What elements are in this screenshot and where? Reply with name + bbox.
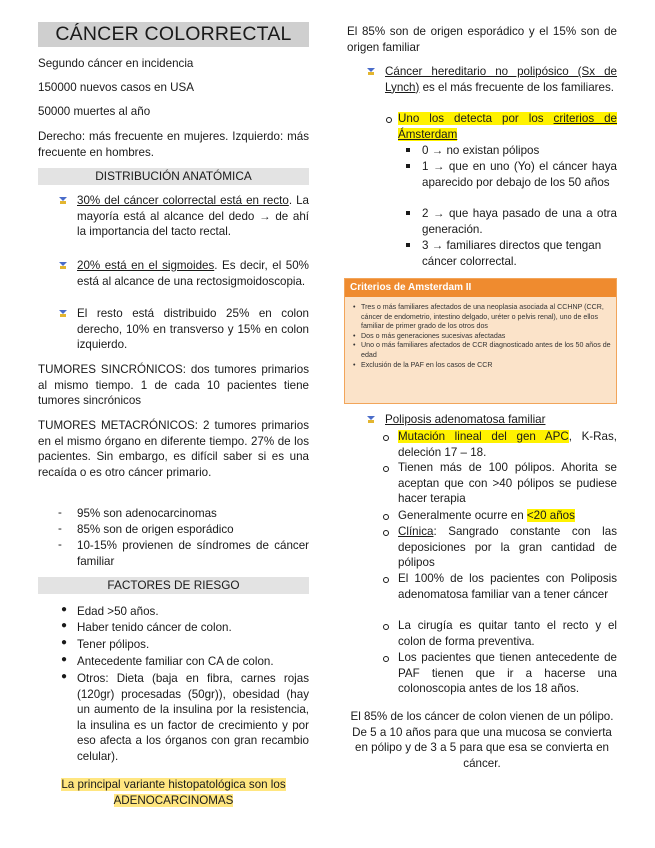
document-title: CÁNCER COLORRECTAL xyxy=(38,22,309,47)
circle-bullet xyxy=(383,466,389,472)
arrow-bullet-icon xyxy=(58,260,68,270)
criterion-3: 3 → familiares directos que tengan cáncer colorrectal. xyxy=(422,239,602,268)
paf-item-7: Los pacientes que tienen antecedente de PAF tienen que ir a hacerse una colonoscopia antes de los 18 años. xyxy=(398,651,617,696)
amsterdam-table-item: • Tres o más familiares afectados de una neoplasia asociada al CCHNP (CCR, cáncer de endometrio, intestino delgado, uréter o pelvis renal), uno de ellos familiar de primer grado de los otros dos xyxy=(353,303,616,332)
amsterdam-criteria-table xyxy=(344,278,617,404)
dash-bullet: - xyxy=(58,522,62,535)
risk-item-5: Otros: Dieta (baja en fibra, carnes rojas (120gr) procesadas (50gr)), obesidad (hay un aumento de la insulina por la resistencia, la insulina es un factor de crecimiento y por eso afecta a los órganos con gran recambio celular). xyxy=(77,672,309,763)
laterality-paragraph: Derecho: más frecuente en mujeres. Izquierdo: más frecuente en hombres. xyxy=(38,130,309,159)
metachronous-paragraph: TUMORES METACRÓNICOS: 2 tumores primarios en el mismo órgano en diferente tiempo. 27% de los pacientes. Sin embargo, es difícil saber si es una recaída o es otro cáncer primario. xyxy=(38,419,309,479)
paf-item-3 xyxy=(398,508,617,524)
square-bullet xyxy=(406,164,410,168)
arrow-bullet-icon xyxy=(366,414,376,424)
footer-highlight-text: La principal variante histopatológica son los ADENOCARCINOMAS xyxy=(61,778,286,807)
dash-bullet: - xyxy=(58,506,62,519)
arrow-bullet-icon xyxy=(58,308,68,318)
dist-item-1-underlined: 30% del cáncer colorrectal está en recto xyxy=(77,194,289,207)
dash-item-2: 85% son de origen esporádico xyxy=(77,523,234,536)
criterion-1: 1 → que en uno (Yo) el cáncer haya aparecido por debajo de los 50 años xyxy=(422,160,617,189)
dist-item-3: El resto está distribuido 25% en colon derecho, 10% en transverso y 15% en colon izquierdo. xyxy=(77,307,309,352)
lynch-underlined: Cáncer hereditario no polipósico (Sx de Lynch) xyxy=(385,65,617,94)
paf-item-6: La cirugía es quitar tanto el recto y el colon de forma preventiva. xyxy=(398,619,617,648)
amsterdam-table-item: • Uno o más familiares afectados de CCR diagnosticado antes de los 50 años de edad xyxy=(353,341,616,360)
dash-bullet: - xyxy=(58,538,62,551)
criterion-0: 0 → no existan pólipos xyxy=(422,144,540,157)
arrow-bullet-icon xyxy=(366,66,376,76)
circle-bullet xyxy=(383,530,389,536)
circle-bullet xyxy=(386,117,392,123)
circle-bullet xyxy=(383,624,389,630)
circle-bullet xyxy=(383,435,389,441)
square-bullet xyxy=(406,243,410,247)
dist-item-2-rest: . Es decir, el 50% está al alcance de una rectosigmoidoscopia. xyxy=(77,259,309,288)
dist-item-1-rest: . La mayoría está al alcance del dedo → de ahí la importancia del tacto rectal. xyxy=(77,194,309,239)
bullet-dot: ● xyxy=(61,637,68,648)
section-distribution-header: DISTRIBUCIÓN ANATÓMICA xyxy=(38,168,309,185)
bullet-dot: ● xyxy=(61,604,68,615)
lynch-item xyxy=(385,64,617,95)
paf-item-1-rest: , K-Ras, deleción 17 – 18. xyxy=(398,430,617,459)
paf-item-1-highlight: Mutación lineal del gen APC xyxy=(398,430,569,443)
arrow-bullet-icon xyxy=(58,195,68,205)
paf-item-3-highlight: <20 años xyxy=(526,509,575,522)
bullet-dot: ● xyxy=(61,654,68,665)
amsterdam-underlined: criterios de Ámsterdam xyxy=(398,112,617,141)
amsterdam-table-header: Criterios de Amsterdam II xyxy=(345,279,616,297)
risk-item-3: Tener pólipos. xyxy=(77,638,150,651)
dash-item-1: 95% son adenocarcinomas xyxy=(77,507,217,520)
paf-item-4-underlined: Clínica xyxy=(398,525,434,538)
intro-line-1: Segundo cáncer en incidencia xyxy=(38,57,194,70)
intro-line-2: 150000 nuevos casos en USA xyxy=(38,81,194,94)
amsterdam-pre: Uno los detecta por los xyxy=(398,112,554,125)
paf-item-3-pre: Generalmente ocurre en xyxy=(398,509,527,522)
circle-bullet xyxy=(383,656,389,662)
origin-paragraph: El 85% son de origen esporádico y el 15% son de origen familiar xyxy=(347,25,617,54)
bullet-dot: ● xyxy=(61,620,68,631)
dash-item-3: 10-15% provienen de síndromes de cáncer familiar xyxy=(77,539,309,568)
paf-item-2: Tienen más de 100 pólipos. Ahorita se aceptan que con >40 pólipos se pudiese hacer terapia xyxy=(398,461,617,506)
paf-item-4 xyxy=(398,524,617,571)
synchronous-paragraph: TUMORES SINCRÓNICOS: dos tumores primarios al mismo tiempo. 1 de cada 10 pacientes tiene tumores sincrónicos xyxy=(38,363,309,408)
risk-item-2: Haber tenido cáncer de colon. xyxy=(77,621,232,634)
paf-item-5: El 100% de los pacientes con Poliposis adenomatosa familiar van a tener cáncer xyxy=(398,572,617,601)
paf-item-1 xyxy=(398,429,617,460)
paf-item-4-rest: : Sangrado constante con las deposiciones por la gran cantidad de pólipos xyxy=(398,525,617,570)
amsterdam-table-list xyxy=(345,303,616,370)
circle-bullet xyxy=(383,514,389,520)
risk-item-4: Antecedente familiar con CA de colon. xyxy=(77,655,274,668)
closing-paragraph: El 85% de los cáncer de colon vienen de un pólipo. De 5 a 10 años para que una mucosa se convierta en pólipo y de 3 a 5 para que esa se convierta en cáncer. xyxy=(350,710,614,770)
paf-title xyxy=(385,412,617,428)
criterion-2: 2 → que haya pasado de una a otra generación. xyxy=(422,207,617,236)
bullet-dot: ● xyxy=(61,671,68,682)
section-risk-header: FACTORES DE RIESGO xyxy=(38,577,309,594)
circle-bullet xyxy=(383,577,389,583)
dist-item-2 xyxy=(77,258,309,289)
square-bullet xyxy=(406,148,410,152)
risk-item-1: Edad >50 años. xyxy=(77,605,159,618)
amsterdam-line xyxy=(398,111,617,142)
dist-item-2-underlined: 20% está en el sigmoides xyxy=(77,259,215,272)
paf-title-text: Poliposis adenomatosa familiar xyxy=(385,413,546,426)
amsterdam-table-item: • Dos o más generaciones sucesivas afectadas xyxy=(353,332,616,342)
square-bullet xyxy=(406,211,410,215)
amsterdam-table-item: • Exclusión de la PAF en los casos de CCR xyxy=(353,361,616,371)
intro-line-3: 50000 muertes al año xyxy=(38,105,151,118)
footer-highlight xyxy=(38,777,309,808)
dist-item-1 xyxy=(77,193,309,240)
lynch-rest: es el más frecuente de los familiares. xyxy=(419,80,614,94)
